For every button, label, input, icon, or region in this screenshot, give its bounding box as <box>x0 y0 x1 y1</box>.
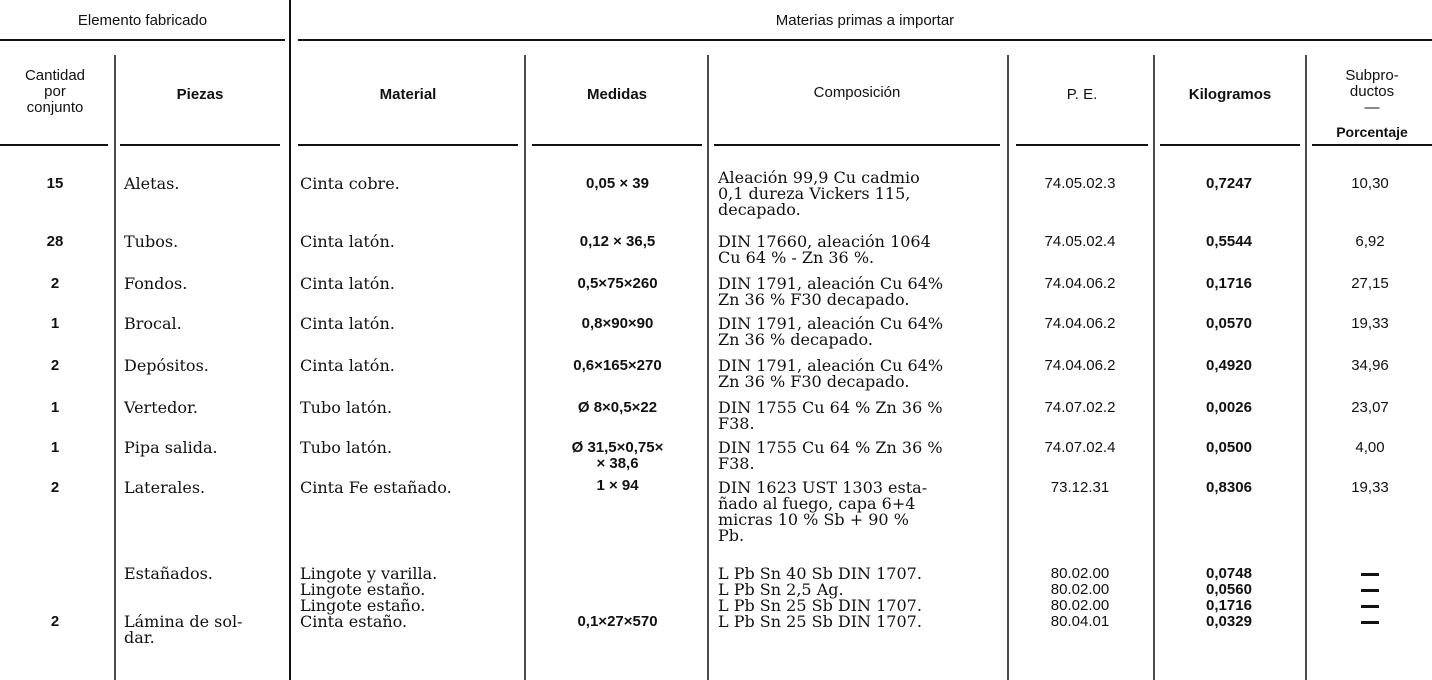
column-header-composicion: Composición <box>813 84 901 101</box>
column-header-kilogramos: Kilogramos <box>1188 86 1272 103</box>
cell-kilogramos: 0,0026 <box>1206 399 1252 416</box>
cell-kilogramos: 0,0560 <box>1206 581 1252 598</box>
cell-medidas: Ø 31,5×0,75× × 38,6 <box>571 439 664 472</box>
cell-material: Cinta latón. <box>300 274 395 293</box>
cell-piezas: Fondos. <box>124 274 188 293</box>
cell-material: Cinta estaño. <box>300 612 408 631</box>
cell-kilogramos: 0,1716 <box>1206 275 1252 292</box>
cell-material: Lingote estaño. <box>300 596 426 615</box>
cell-material: Cinta Fe estañado. <box>300 478 452 497</box>
cell-cantidad: 2 <box>50 479 60 496</box>
cell-piezas: Pipa salida. <box>124 438 218 457</box>
column-header-cantidad: Cantidad por conjunto <box>24 67 86 116</box>
cell-kilogramos: 0,0329 <box>1206 613 1252 630</box>
cell-piezas: Vertedor. <box>124 398 198 417</box>
cell-kilogramos: 0,5544 <box>1206 233 1252 250</box>
cell-composicion: DIN 1755 Cu 64 % Zn 36 % F38. <box>718 438 943 473</box>
cell-composicion: L Pb Sn 40 Sb DIN 1707. <box>718 564 922 583</box>
cell-kilogramos: 0,7247 <box>1206 175 1252 192</box>
cell-composicion: DIN 1755 Cu 64 % Zn 36 % F38. <box>718 398 943 433</box>
cell-pe: 80.02.00 <box>1050 597 1110 614</box>
cell-porcentaje: 19,33 <box>1351 315 1389 332</box>
cell-material: Tubo latón. <box>300 438 393 457</box>
cell-pe: 74.04.06.2 <box>1044 315 1116 332</box>
cell-composicion: Aleación 99,9 Cu cadmio 0,1 dureza Vickers 115, decapado. <box>718 168 920 219</box>
cell-piezas: Estañados. <box>124 564 213 583</box>
column-header-pe: P. E. <box>1066 86 1098 103</box>
cell-material: Cinta cobre. <box>300 174 400 193</box>
cell-pe: 74.05.02.4 <box>1044 233 1116 250</box>
column-header-piezas: Piezas <box>176 86 224 103</box>
cell-cantidad: 2 <box>50 357 60 374</box>
cell-composicion: DIN 1791, aleación Cu 64% Zn 36 % F30 decapado. <box>718 356 944 391</box>
cell-medidas: 1 × 94 <box>596 477 639 494</box>
cell-kilogramos: 0,1716 <box>1206 597 1252 614</box>
cell-composicion: DIN 17660, aleación 1064 Cu 64 % - Zn 36 %. <box>718 232 931 267</box>
column-header-material: Material <box>379 86 437 103</box>
cell-piezas: Tubos. <box>124 232 179 251</box>
cell-cantidad: 2 <box>50 613 60 630</box>
cell-porcentaje: 4,00 <box>1355 439 1385 456</box>
cell-piezas: Laterales. <box>124 478 206 497</box>
cell-porcentaje: 27,15 <box>1351 275 1389 292</box>
cell-medidas: Ø 8×0,5×22 <box>577 399 658 416</box>
cell-porcentaje-dash <box>1361 605 1379 608</box>
cell-kilogramos: 0,0570 <box>1206 315 1252 332</box>
cell-porcentaje-dash <box>1361 621 1379 624</box>
cell-material: Lingote estaño. <box>300 580 426 599</box>
cell-medidas: 0,6×165×270 <box>573 357 662 374</box>
group-header-fabricado: Elemento fabricado <box>77 12 208 29</box>
column-header-medidas: Medidas <box>586 86 647 103</box>
cell-kilogramos: 0,8306 <box>1206 479 1252 496</box>
cell-cantidad: 1 <box>50 315 60 332</box>
cell-material: Cinta latón. <box>300 232 395 251</box>
cell-kilogramos: 0,0748 <box>1206 565 1252 582</box>
cell-cantidad: 28 <box>46 233 64 250</box>
cell-composicion: L Pb Sn 25 Sb DIN 1707. <box>718 596 922 615</box>
cell-pe: 74.07.02.2 <box>1044 399 1116 416</box>
cell-pe: 80.02.00 <box>1050 565 1110 582</box>
cell-composicion: DIN 1791, aleación Cu 64% Zn 36 % F30 decapado. <box>718 274 944 309</box>
cell-porcentaje: 23,07 <box>1351 399 1389 416</box>
cell-medidas: 0,5×75×260 <box>577 275 658 292</box>
cell-piezas: Aletas. <box>124 174 180 193</box>
cell-pe: 73.12.31 <box>1050 479 1110 496</box>
cell-medidas: 0,12 × 36,5 <box>579 233 656 250</box>
cell-cantidad: 1 <box>50 399 60 416</box>
cell-piezas: Brocal. <box>124 314 182 333</box>
cell-kilogramos: 0,0500 <box>1206 439 1252 456</box>
cell-cantidad: 2 <box>50 275 60 292</box>
cell-medidas: 0,8×90×90 <box>581 315 654 332</box>
cell-composicion: DIN 1623 UST 1303 esta- ñado al fuego, capa 6+4 micras 10 % Sb + 90 % Pb. <box>718 478 928 545</box>
cell-porcentaje-dash <box>1361 573 1379 576</box>
cell-medidas: 0,05 × 39 <box>586 175 649 192</box>
cell-composicion: DIN 1791, aleación Cu 64% Zn 36 % decapado. <box>718 314 944 349</box>
cell-composicion: L Pb Sn 2,5 Ag. <box>718 580 844 599</box>
cell-porcentaje: 6,92 <box>1355 233 1385 250</box>
cell-cantidad: 15 <box>46 175 64 192</box>
cell-porcentaje: 34,96 <box>1351 357 1389 374</box>
cell-material: Lingote y varilla. <box>300 564 438 583</box>
column-header-subproductos: Subpro- ductos — <box>1345 67 1399 116</box>
cell-pe: 74.07.02.4 <box>1044 439 1116 456</box>
cell-material: Cinta latón. <box>300 314 395 333</box>
cell-porcentaje-dash <box>1361 589 1379 592</box>
cell-porcentaje: 10,30 <box>1351 175 1389 192</box>
cell-material: Cinta latón. <box>300 356 395 375</box>
cell-piezas: Lámina de sol- dar. <box>124 612 243 647</box>
cell-piezas: Depósitos. <box>124 356 209 375</box>
cell-composicion: L Pb Sn 25 Sb DIN 1707. <box>718 612 922 631</box>
cell-porcentaje: 19,33 <box>1351 479 1389 496</box>
cell-cantidad: 1 <box>50 439 60 456</box>
cell-pe: 74.05.02.3 <box>1044 175 1116 192</box>
cell-kilogramos: 0,4920 <box>1206 357 1252 374</box>
cell-material: Tubo latón. <box>300 398 393 417</box>
cell-medidas: 0,1×27×570 <box>577 613 658 630</box>
cell-pe: 80.02.00 <box>1050 581 1110 598</box>
cell-pe: 80.04.01 <box>1050 613 1110 630</box>
group-header-materias: Materias primas a importar <box>775 12 955 29</box>
cell-pe: 74.04.06.2 <box>1044 275 1116 292</box>
column-header-porcentaje: Porcentaje <box>1336 124 1408 140</box>
cell-pe: 74.04.06.2 <box>1044 357 1116 374</box>
